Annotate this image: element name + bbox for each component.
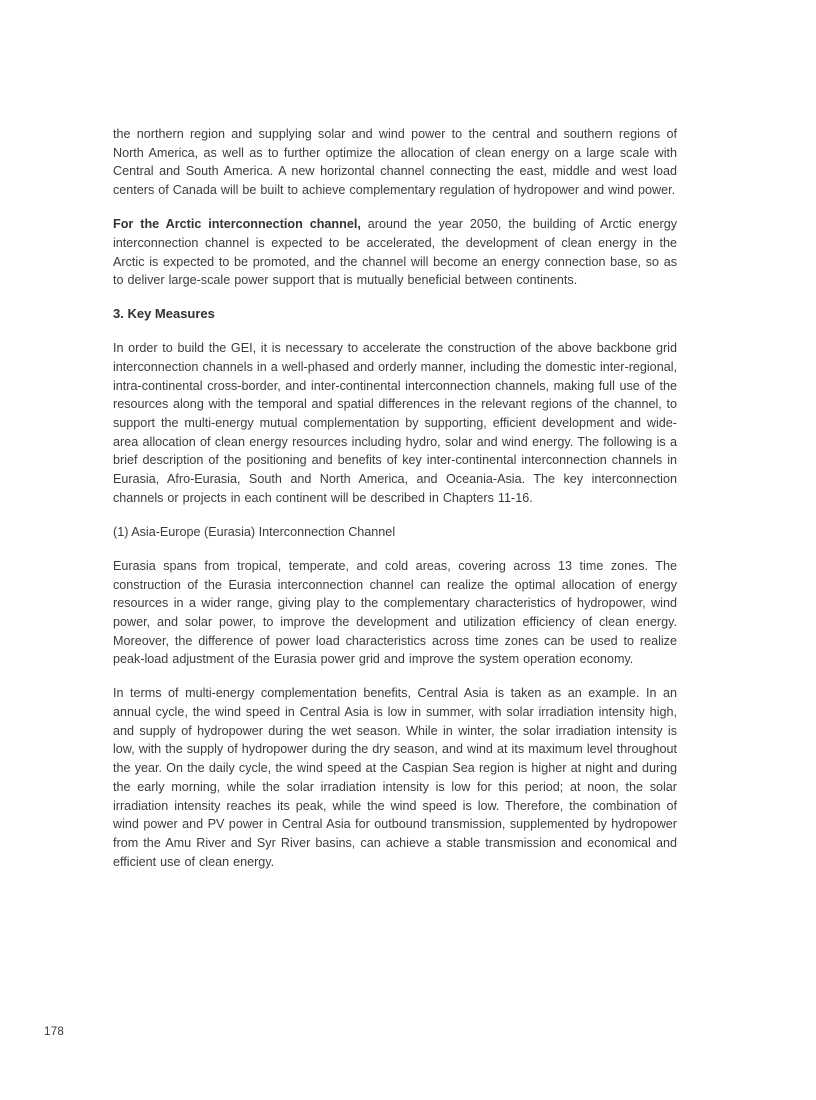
- paragraph-northern-region: the northern region and supplying solar and wind power to the central and southern regions of North America, as well as to further optimize the allocation of clean energy on a large scale with Central and South America. A new horizontal channel connecting the east, middle and west load centers of Canada will be built to achieve complementary regulation of hydropower and wind power.: [113, 127, 677, 198]
- paragraph-eurasia-spans: Eurasia spans from tropical, temperate, and cold areas, covering across 13 time zones. The construction of the Eurasia interconnection channel can realize the optimal allocation of energy resources in a wider range, giving play to the complementary characteristics of hydropower, wind power, and solar power, to improve the development and utilization efficiency of clean energy. Moreover, the difference of power load characteristics across time zones can be used to realize peak-load adjustment of the Eurasia power grid and improve the system operation economy.: [113, 558, 677, 667]
- page-number: 178: [44, 1026, 65, 1038]
- section-heading-key-measures: 3. Key Measures: [113, 306, 215, 322]
- paragraph-gei-backbone: In order to build the GEI, it is necessary to accelerate the construction of the above backbone grid interconnection channels in a well-phased and orderly manner, including the domestic inter-regional, intra-continental cross-border, and inter-continental interconnection channels, making full use of the resources along with the temporal and spatial differences in the relevant regions of the channel, to support the multi-energy mutual complementation by supporting, efficient development and wide-area allocation of clean energy resources including hydro, solar and wind energy. The following is a brief description of the positioning and benefits of key inter-continental interconnection channels in Eurasia, Afro-Eurasia, South and North America, and Oceania-Asia. The key interconnection channels or projects in each continent will be described in Chapters 11-16.: [113, 341, 677, 505]
- paragraph-body-text: around the year 2050, the building of Arctic energy interconnection channel is expected to be accelerated, the development of clean energy in the Arctic is expected to be promoted, and the channel will become an energy connection base, so as to deliver large-scale power support that is mutually beneficial between continents.: [113, 217, 677, 288]
- paragraph-arctic-channel: [113, 215, 677, 290]
- text-column: [113, 125, 677, 887]
- subsection-heading-eurasia-channel: (1) Asia-Europe (Eurasia) Interconnection Channel: [113, 524, 396, 539]
- paragraph-multi-energy-benefits: In terms of multi-energy complementation benefits, Central Asia is taken as an example. In an annual cycle, the wind speed in Central Asia is low in summer, with solar irradiation intensity high, and supply of hydropower during the wet season. While in winter, the solar irradiation intensity is low, with the supply of hydropower during the dry season, and wind at its maximum level throughout the year. On the daily cycle, the wind speed at the Caspian Sea region is higher at night and during the early morning, while the solar irradiation intensity is low for this period; at noon, the solar irradiation intensity reaches its peak, while the wind speed is low. Therefore, the combination of wind power and PV power in Central Asia for outbound transmission, supplemented by hydropower from the Amu River and Syr River basins, can achieve a stable transmission and economical and efficient use of clean energy.: [113, 686, 677, 869]
- paragraph-lead-bold: For the Arctic interconnection channel,: [113, 217, 361, 232]
